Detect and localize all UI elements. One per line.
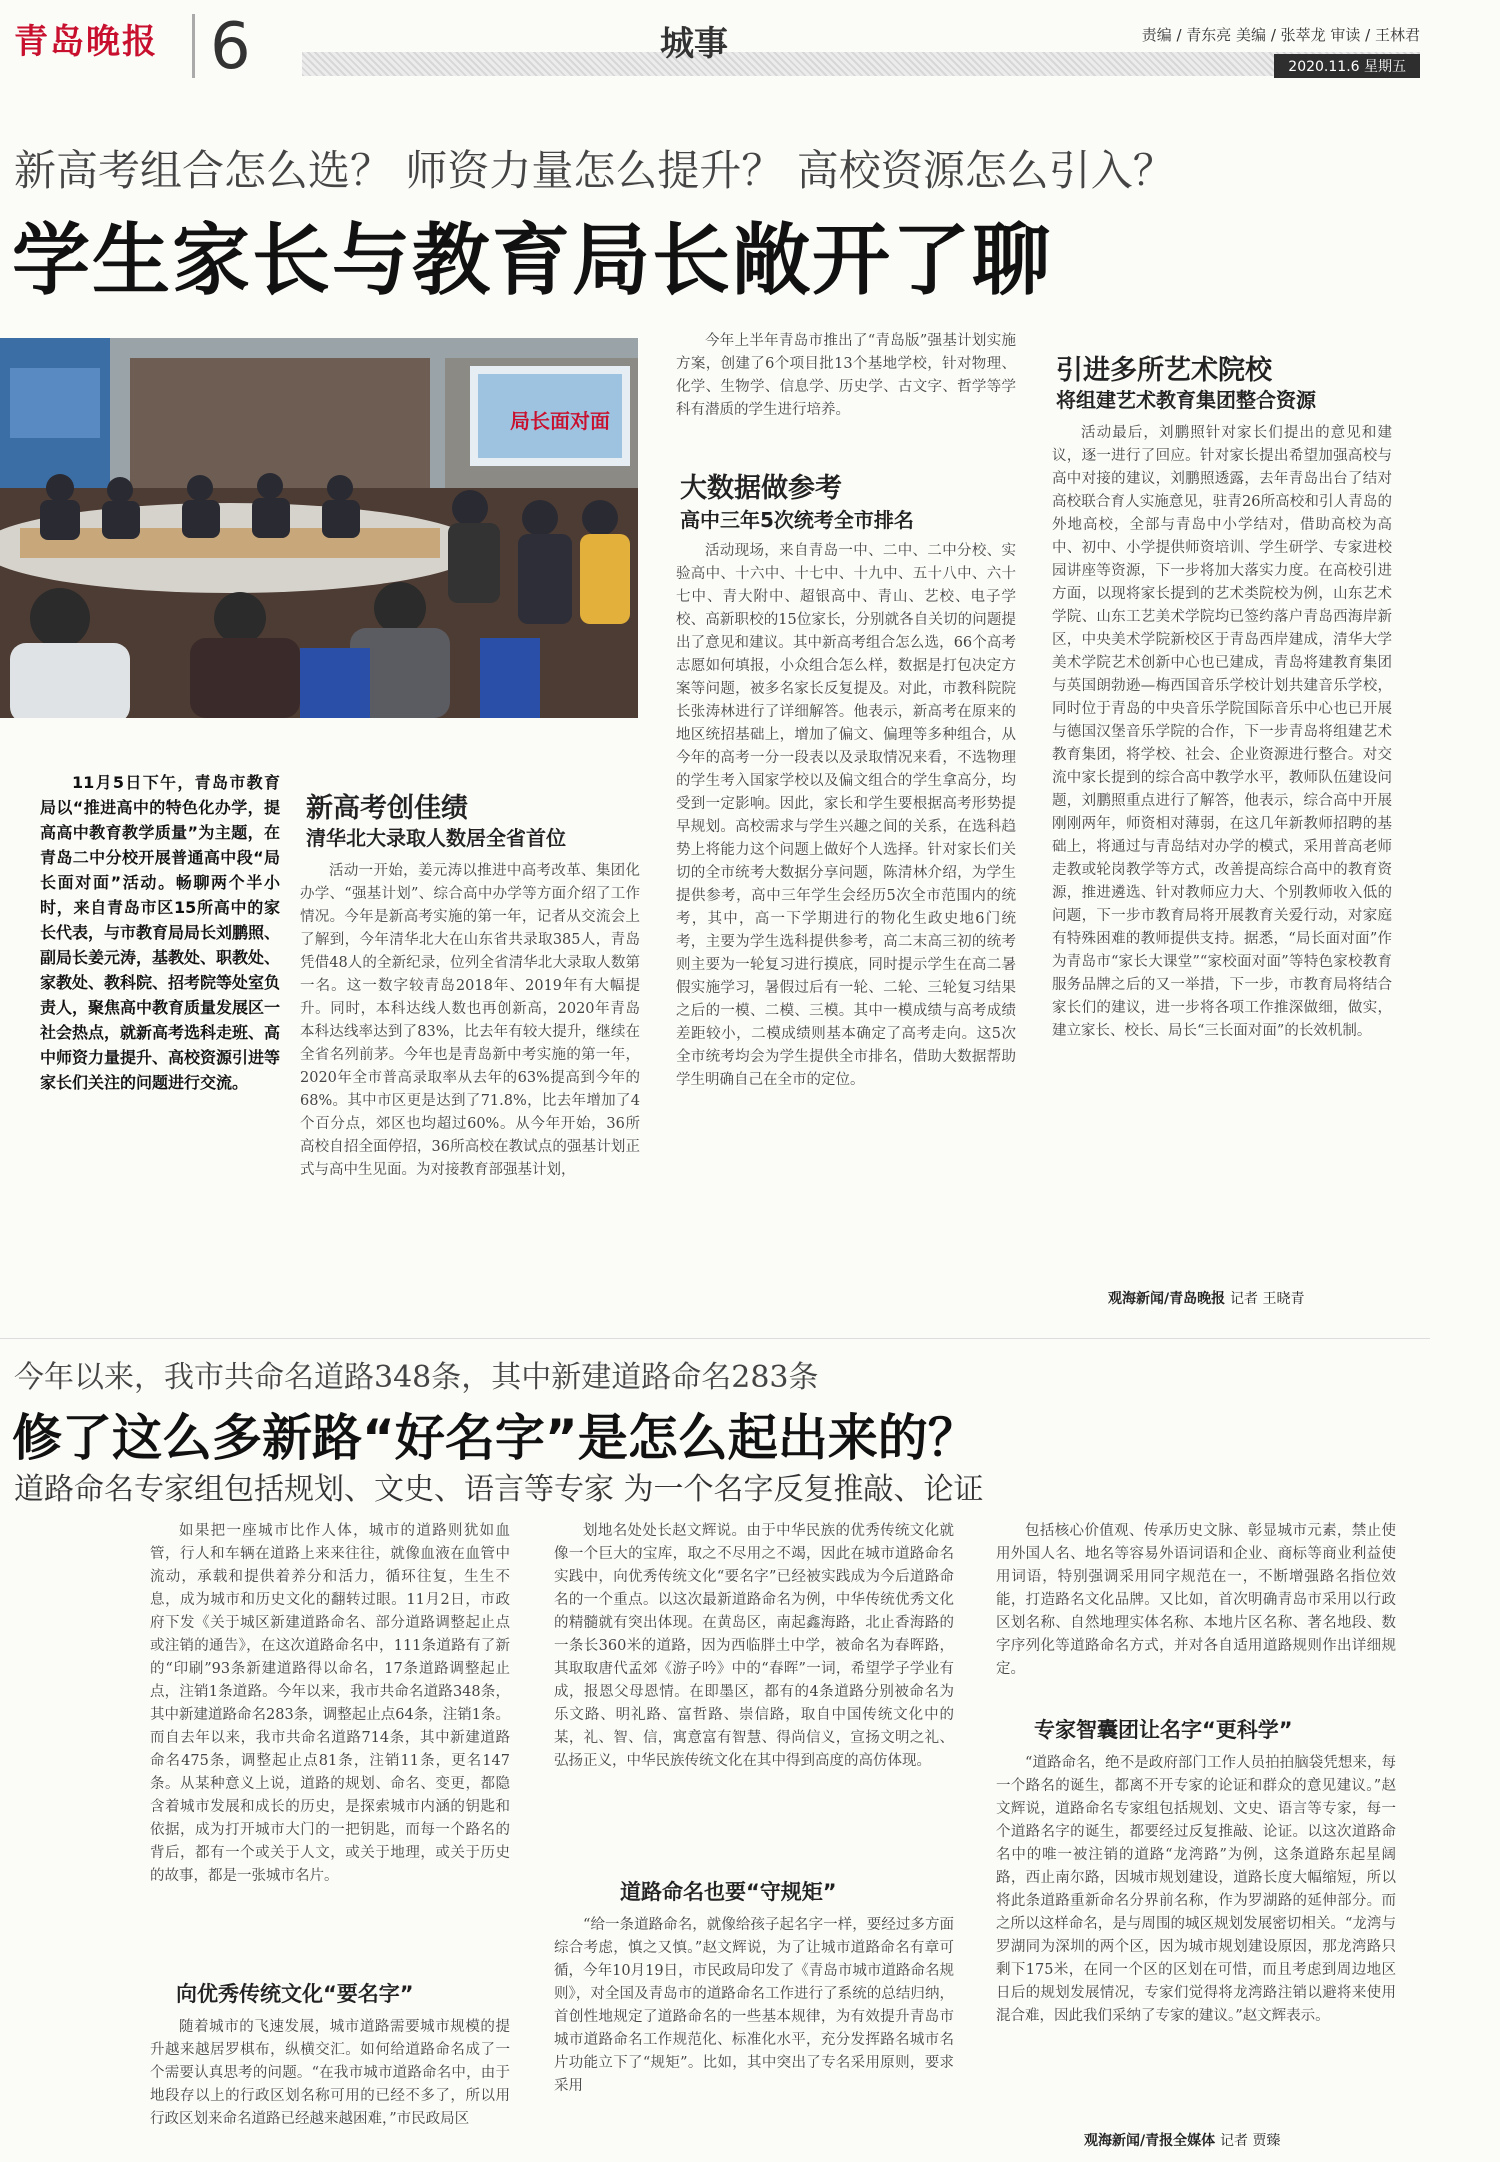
editors-line: 责编 / 青东亮 美编 / 张萃龙 审读 / 王林君 bbox=[1141, 26, 1420, 44]
article2-col2: 划地名处处长赵文辉说。由于中华民族的优秀传统文化就像一个巨大的宝库，取之不尽用之不竭，因此在城市道路命名实践中，向优秀传统文化“要名字”已经被实践成为今后道路命名的一个重点。以这次最新道路命名为例，中华传统优秀文化的精髓就有突出体现。在黄岛区，南起鑫海路，北止香海路的一条长360米的道路，因为西临胖土中学，被命名为春晖路，其取取唐代孟郊《游子吟》中的“春晖”一词，希望学子学业有成，报恩父母恩情。在即墨区，都有的4条道路分别被命名为乐文路、明礼路、富哲路、崇信路，取自中国传统文化中的某，礼、智、信，寓意富有智慧、得尚信义，宣扬文明之礼、弘扬正义，中华民族传统文化在其中得到高度的高仿体现。 bbox=[554, 1523, 954, 1769]
article2-col1: 如果把一座城市比作人体，城市的道路则犹如血管，行人和车辆在道路上来来往往，就像血液在血管中流动，承载和提供着养分和活力，循环往复，生生不息，成为城市和历史文化的翻转过眼。11月2日，市政府下发《关于城区新建道路命名、部分道路调整起止点或注销的通告》，在这次道路命名中，111条道路有了新的“印刷”93条新建道路得以命名，17条道路调整起止点，注销1条道路。今年以来，我市共命名道路348条，其中新建道路命名283条，调整起止点64条，注销1条。而自去年以来，我市共命名道路714条，其中新建道路命名475条，调整起止点81条，注销11条，更名147条。从某种意义上说，道路的规划、命名、变更，都隐含着城市发展和成长的历史，是探索城市内涵的钥匙和依据，成为打开城市大门的一把钥匙，而每一个路名的背后，都有一个或关于人文，或关于地理，或关于历史的故事，都是一张城市名片。 bbox=[150, 1523, 510, 1884]
sec3-title: 引进多所艺术院校 bbox=[1056, 355, 1272, 386]
article2-col3: 包括核心价值观、传承历史文脉、彰显城市元素，禁止使用外国人名、地名等容易外语词语和企业、商标等商业利益使用词语，特别强调采用同字规范在一，不断增强路名指位效能，打造路名文化品牌。又比如，首次明确青岛市采用以行政区划名称、自然地理实体名称、本地片区名称、著名地段、数字序列化等道路命名方式，并对各自适用道路规则作出详细规定。 bbox=[996, 1523, 1396, 1677]
date-bar: 2020.11.6 星期五 bbox=[1274, 54, 1420, 78]
sec1-body: 活动一开始，姜元涛以推进中高考改革、集团化办学、“强基计划”、综合高中办学等方面介绍了工作情况。今年是新高考实施的第一年，记者从交流会上了解到，今年清华北大在山东省共录取385人，青岛凭借48人的全新纪录，位列全省清华北大录取人数第一名。这一数字较青岛2018年、2019年有大幅提升。同时，本科达线人数也再创新高，2020年青岛本科达线率达到了83%，比去年有较大提升，继续在全省名列前茅。今年也是青岛新中考实施的第一年，2020年全市普高录取率从去年的63%提高到今年的68%。其中市区更是达到了71.8%，比去年增加了4个百分点，郊区也均超过60%。从今年开始，36所高校自招全面停招，36所高校在教试点的强基计划正式与高中生见面。为对接教育部强基计划， bbox=[300, 863, 640, 1178]
article1-lead: 11月5日下午，青岛市教育局以“推进高中的特色化办学，提高高中教育教学质量”为主题，在青岛二中分校开展普通高中段“局长面对面”活动。畅聊两个半小时，来自青岛市区15所高中的家长代表，与市教育局局长刘鹏照、副局长姜元涛，基教处、职教处、家教处、教科院、招考院等处室负责人，聚焦高中教育质量发展区一社会热点，就新高考选科走班、高中师资力量提升、高校资源引进等家长们关注的问题进行交流。 bbox=[40, 773, 281, 1092]
meeting-photo-illustration bbox=[0, 338, 638, 718]
article1-byline bbox=[1108, 1288, 1304, 1308]
article2-deck: 道路命名专家组包括规划、文史、语言等专家 为一个名字反复推敲、论证 bbox=[14, 1472, 984, 1507]
screen-text: 局长面对面 bbox=[510, 409, 610, 433]
article2-col3-body: “道路命名，绝不是政府部门工作人员拍拍脑袋凭想来，每一个路名的诞生，都离不开专家的论证和群众的意见建议。”赵文辉说，道路命名专家组包括规划、文史、语言等专家，每一个道路名字的诞生，都要经过反复推敲、论证。以这次道路命名中的唯一被注销的道路“龙湾路”为例，这条道路东起星阔路，西止南尔路，因城市规划建设，道路长度大幅缩短，所以将此条道路重新命名分界前名称，作为罗湖路的延伸部分。而之所以这样命名，是与周围的城区规划发展密切相关。“龙湾与罗湖同为深圳的两个区，因为城市规划建设原因，那龙湾路只剩下175米，在同一个区的区划在可惜，而且考虑到周边地区日后的规划发展情况，专家们觉得将龙湾路注销以避将来使用混合难，因此我们采纳了专家的建议。”赵文辉表示。 bbox=[996, 1755, 1396, 2024]
meeting-photo bbox=[0, 338, 638, 718]
sec3-body: 活动最后，刘鹏照针对家长们提出的意见和建议，逐一进行了回应。针对家长提出希望加强高校与高中对接的建议，刘鹏照透露，去年青岛出台了结对高校联合育人实施意见，驻青26所高校和引人青岛的外地高校，全部与青岛中小学结对，借助高校为高中、初中、小学提供师资培训、学生研学、专家进校园讲座等资源，下一步将加大落实力度。在高校引进方面，以现将家长提到的艺术类院校为例，山东艺术学院、山东工艺美术学院均已签约落户青岛西海岸新区，中央美术学院新校区于青岛西岸建成，清华大学美术学院艺术创新中心也已建成，青岛将建教育集团与英国朗勃逊—梅西国音乐学校计划共建音乐学校，同时位于青岛的中央音乐学院国际音乐中心也已开展与德国汉堡音乐学院的合作，下一步青岛将组建艺术教育集团，将学校、社会、企业资源进行整合。对交流中家长提到的综合高中教学水平，教师队伍建设问题，刘鹏照重点进行了解答，他表示，综合高中开展刚刚两年，师资相对薄弱，在这几年新教师招聘的基础上，将通过与青岛结对办学的模式，采用普高老师走教或轮岗教学等方式，改善提高综合高中的教育资源，推进遴选、针对教师应力大、个别教师收入低的问题，下一步市教育局将开展教育关爱行动，对家庭有特殊困难的教师提供支持。据悉，“局长面对面”作为青岛市“家长大课堂”“家校面对面”等特色家校教育服务品牌之后的又一举措，下一步，市教育局将结合家长们的建议，进一步将各项工作推深做细，做实，建立家长、校长、局长“三长面对面”的长效机制。 bbox=[1052, 425, 1392, 1039]
sec1-title: 新高考创佳绩 bbox=[306, 793, 468, 824]
sec2-body: 活动现场，来自青岛一中、二中、二中分校、实验高中、十六中、十七中、十九中、五十八中、六十七中、青大附中、超银高中、青山、艺校、电子学校、高新职校的15位家长，分别就各自关切的问题提出了意见和建议。其中新高考组合怎么选，66个高考志愿如何填报，小众组合怎么样，数据是打包决定方案等问题，被多名家长反复提及。对此，市教科院院长张涛林进行了详细解答。他表示，新高考在原来的地区统招基础上，增加了偏文、偏理等多种组合，从今年的高考一分一段表以及录取情况来看，不选物理的学生考入国家学校以及偏文组合的学生拿高分，均受到一定影响。因此，家长和学生要根据高考形势提早规划。高校需求与学生兴趣之间的关系，在选科趋势上将能力这个问题上做好个人选择。针对家长们关切的全市统考大数据分享问题，陈清林介绍，为学生提供参考，高中三年学生会经历5次全市范围内的统考，其中，高一下学期进行的物化生政史地6门统考，主要为学生选科提供参考，高二末高三初的统考则主要为一轮复习进行摸底，同时提示学生在高二暑假实施学习，暑假过后有一轮、二轮、三轮复习结果之后的一模、二模、三模。其中一模成绩与高考成绩差距较小，二模成绩则基本确定了高考走向。这5次全市统考均会为学生提供全市排名，借助大数据帮助学生明确自己在全市的定位。 bbox=[676, 543, 1016, 1088]
article2-col2-tail: “给一条道路命名，就像给孩子起名字一样，要经过多方面综合考虑，慎之又慎。”赵文辉说，为了让城市道路命名有章可循，今年10月19日，市民政局印发了《青岛市城市道路命名规则》，对全国及青岛市的道路命名工作进行了系统的总结归纳，首创性地规定了道路命名的一些基本规律，为有效提升青岛市城市道路命名工作规范化、标准化水平，充分发挥路名城市名片功能立下了“规矩”。比如，其中突出了专名采用原则，要求采用 bbox=[554, 1917, 954, 2094]
sec2-subtitle: 高中三年5次统考全市排名 bbox=[680, 508, 914, 532]
section-title: 城事 bbox=[660, 24, 728, 64]
page-number: 6 bbox=[210, 10, 251, 84]
header-divider bbox=[192, 14, 195, 78]
article2-byline-reporter: 记者 贾臻 bbox=[1220, 2133, 1281, 2149]
article2-col1-tail: 随着城市的飞速发展，城市道路需要城市规模的提升越来越居罗棋布，纵横交汇。如何给道路命名成了一个需要认真思考的问题。“在我市城市道路命名中，由于地段存以上的行政区划名称可用的已经不多了，所以用行政区划来命名道路已经越来越困难，”市民政局区 bbox=[150, 2019, 510, 2127]
col2-top: 今年上半年青岛市推出了“青岛版”强基计划实施方案，创建了6个项目批13个基地学校，针对物理、化学、生物学、信息学、历史学、古文字、哲学等学科有潜质的学生进行培养。 bbox=[676, 333, 1016, 418]
article1-kicker: 新高考组合怎么选？ 师资力量怎么提升？ 高校资源怎么引入？ bbox=[14, 146, 1175, 195]
sec2-title: 大数据做参考 bbox=[680, 473, 842, 504]
article1-headline: 学生家长与教育局长敞开了聊 bbox=[12, 216, 1053, 306]
section-bar bbox=[302, 52, 1420, 76]
article1-byline-source: 观海新闻/青岛晚报 bbox=[1108, 1291, 1226, 1307]
article2-kicker: 今年以来，我市共命名道路348条，其中新建道路命名283条 bbox=[14, 1360, 819, 1395]
article2-col3-title: 专家智囊团让名字“更科学” bbox=[1034, 1718, 1293, 1742]
article2-byline-source: 观海新闻/青报全媒体 bbox=[1084, 2133, 1216, 2149]
article2-byline bbox=[1084, 2130, 1280, 2150]
article2-col2-title: 道路命名也要“守规矩” bbox=[620, 1880, 837, 1904]
sec3-subtitle: 将组建艺术教育集团整合资源 bbox=[1056, 388, 1316, 412]
article-separator bbox=[0, 1338, 1430, 1339]
article2-headline: 修了这么多新路“好名字”是怎么起出来的？ bbox=[12, 1409, 978, 1467]
article2-col1-title: 向优秀传统文化“要名字” bbox=[176, 1982, 414, 2006]
sec1-subtitle: 清华北大录取人数居全省首位 bbox=[306, 826, 566, 850]
masthead-logo: 青岛晚报 bbox=[14, 22, 158, 62]
article1-byline-reporter: 记者 王晓青 bbox=[1230, 1291, 1305, 1307]
